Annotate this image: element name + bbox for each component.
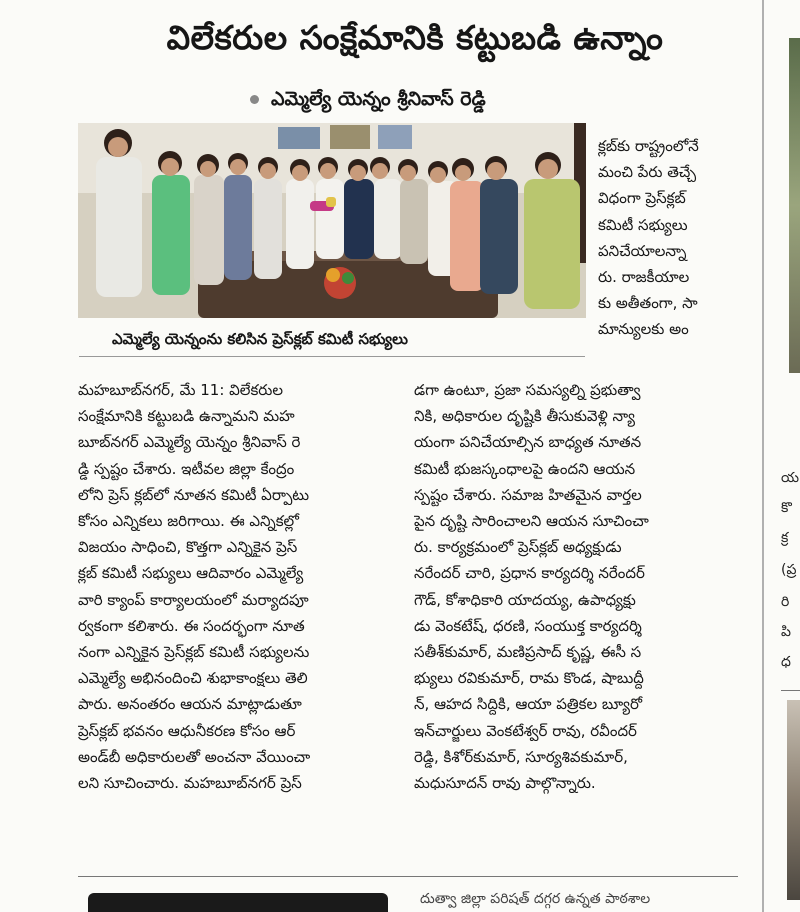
text-line: క్లబ్‌కు రాష్ట్రంలోనే	[598, 137, 699, 155]
caption-divider	[79, 356, 585, 357]
adjacent-text-fragment: క్ర	[781, 530, 789, 546]
text-line: విజయం సాధించి, కొత్తగా ఎన్నికైన ప్రెస్	[78, 538, 298, 557]
text-line: కమిటీ సభ్యులు	[598, 215, 688, 234]
text-line: మాన్యులకు అం	[598, 320, 689, 339]
text-line: డగా ఉంటూ, ప్రజా సమస్యల్ని ప్రభుత్వా	[414, 381, 641, 399]
text-line: కోసం ఎన్నికలు జరిగాయి. ఈ ఎన్నికల్లో	[78, 512, 299, 531]
next-article-fragment: దుత్వా జిల్లా పరిషత్ దగ్గర ఉన్నత పాఠశాల	[420, 891, 651, 907]
article-column-1	[78, 377, 396, 796]
text-line: రు. కార్యక్రమంలో ప్రెస్‌క్లబ్ అధ్యక్షుడు	[414, 538, 622, 557]
text-line: కమిటీ భుజస్కంధాలపై ఉందని ఆయన	[414, 459, 636, 478]
text-line: అండ్‌బీ అధికారులతో అంచనా వేయించా	[78, 747, 311, 766]
photo-caption: ఎమ్మెల్యే యెన్నంను కలిసిన ప్రెస్‌క్లబ్ కమిటీ సభ్యులు	[112, 330, 408, 348]
text-line: కు అతీతంగా, సా	[598, 294, 698, 313]
text-line: న్, ఆహద సిద్దికి, ఆయా పత్రికల బ్యూరో	[414, 695, 643, 714]
article-side-column	[598, 133, 740, 343]
text-line: లోని ప్రెస్ క్లబ్‌లో నూతన కమిటీ ఏర్పాటు	[78, 485, 310, 504]
subhead-text: ఎమ్మెల్యే యెన్నం శ్రీనివాస్ రెడ్డి	[271, 88, 486, 110]
text-line: సంక్షేమానికి కట్టుబడి ఉన్నామని మహ	[78, 407, 295, 426]
text-line: గౌడ్, కోశాధికారి యాదయ్య, ఉపాధ్యక్షు	[414, 590, 636, 609]
adjacent-text-fragment: ధ	[781, 654, 791, 670]
text-line: పైన దృష్టి సారించాలని ఆయన సూచించా	[414, 512, 649, 531]
text-line: వారి క్యాంప్ కార్యాలయంలో మర్యాదపూ	[78, 590, 309, 609]
text-line: భ్యులు రవికుమార్, రామ కొండ, షాబుద్దీ	[414, 669, 644, 688]
text-line: రెడ్డి, కిశోర్‌కుమార్, సూర్యశివకుమార్,	[414, 747, 628, 766]
text-line: ప్రెస్‌క్లబ్ భవనం ఆధునీకరణ కోసం ఆర్	[78, 721, 296, 740]
text-line: సతీశ్‌కుమార్, మణిప్రసాద్ కృష్ణ, ఈసీ స	[414, 643, 642, 662]
text-line: మధుసూదన్ రావు పాల్గొన్నారు.	[414, 774, 596, 793]
section-divider	[78, 876, 738, 877]
text-line: పనిచేయాలన్నా	[598, 241, 687, 260]
text-line: విధంగా ప్రెస్‌క్లబ్	[598, 189, 686, 208]
text-line: ఇన్‌చార్జులు వెంకటేశ్వర్ రావు, రవీందర్	[414, 721, 637, 740]
adjacent-text-fragment: య	[781, 470, 800, 486]
adjacent-text-fragment: కొ	[781, 500, 792, 516]
text-line: నికి, అధికారుల దృష్టికి తీసుకువెళ్లి న్యా	[414, 407, 635, 426]
adjacent-photo-2	[787, 700, 800, 900]
adjacent-column	[765, 0, 800, 912]
text-line: ఎమ్మెల్యే అభినందించి శుభాకాంక్షలు తెలి	[78, 669, 308, 688]
adjacent-photo	[789, 38, 800, 373]
adjacent-text-fragment: పి	[781, 624, 791, 640]
text-line: బూబ్‌నగర్ ఎమ్మెల్యే యెన్నం శ్రీనివాస్ రె	[78, 433, 301, 452]
article-photo	[78, 123, 586, 318]
group-photo-image	[78, 123, 586, 318]
text-line: స్పష్టం చేశారు. సమాజ హితమైన వార్తల	[414, 485, 642, 504]
adjacent-text-fragment: (ప్ర	[781, 562, 797, 578]
text-line: క్లబ్ కమిటీ సభ్యులు ఆదివారం ఎమ్మెల్యే	[78, 564, 304, 583]
adjacent-text-fragment: రి	[781, 594, 790, 610]
column-divider	[762, 0, 764, 912]
text-line: మంచి పేరు తెచ్చే	[598, 163, 697, 182]
article-subhead	[250, 88, 486, 115]
text-line: పారు. అనంతరం ఆయన మాట్లాడుతూ	[78, 695, 302, 714]
next-headline-fragment	[88, 885, 388, 912]
bullet-icon	[250, 95, 259, 104]
article-column-2	[414, 377, 740, 796]
text-line: ర్వకంగా కలిశారు. ఈ సందర్భంగా నూత	[78, 616, 305, 635]
text-line: మహబూబ్‌నగర్, మే 11: విలేకరుల	[78, 381, 283, 399]
adjacent-divider	[781, 690, 800, 691]
text-line: నరేందర్ చారి, ప్రధాన కార్యదర్శి నరేందర్	[414, 564, 645, 583]
text-line: రు. రాజకీయాల	[598, 268, 690, 287]
text-line: డ్డి స్పష్టం చేశారు. ఇటీవల జిల్లా కేంద్రం	[78, 459, 295, 478]
text-line: యంగా పనిచేయాల్సిన బాధ్యత నూతన	[414, 433, 642, 452]
article-headline: విలేకరుల సంక్షేమానికి కట్టుబడి ఉన్నాం	[166, 18, 664, 57]
text-line: లని సూచించారు. మహబూబ్‌నగర్ ప్రెస్	[78, 774, 302, 793]
text-line: డు వెంకటేష్, ధరణి, సంయుక్త కార్యదర్శి	[414, 616, 642, 635]
text-line: నంగా ఎన్నికైన ప్రెస్‌క్లబ్ కమిటీ సభ్యులను	[78, 643, 310, 662]
